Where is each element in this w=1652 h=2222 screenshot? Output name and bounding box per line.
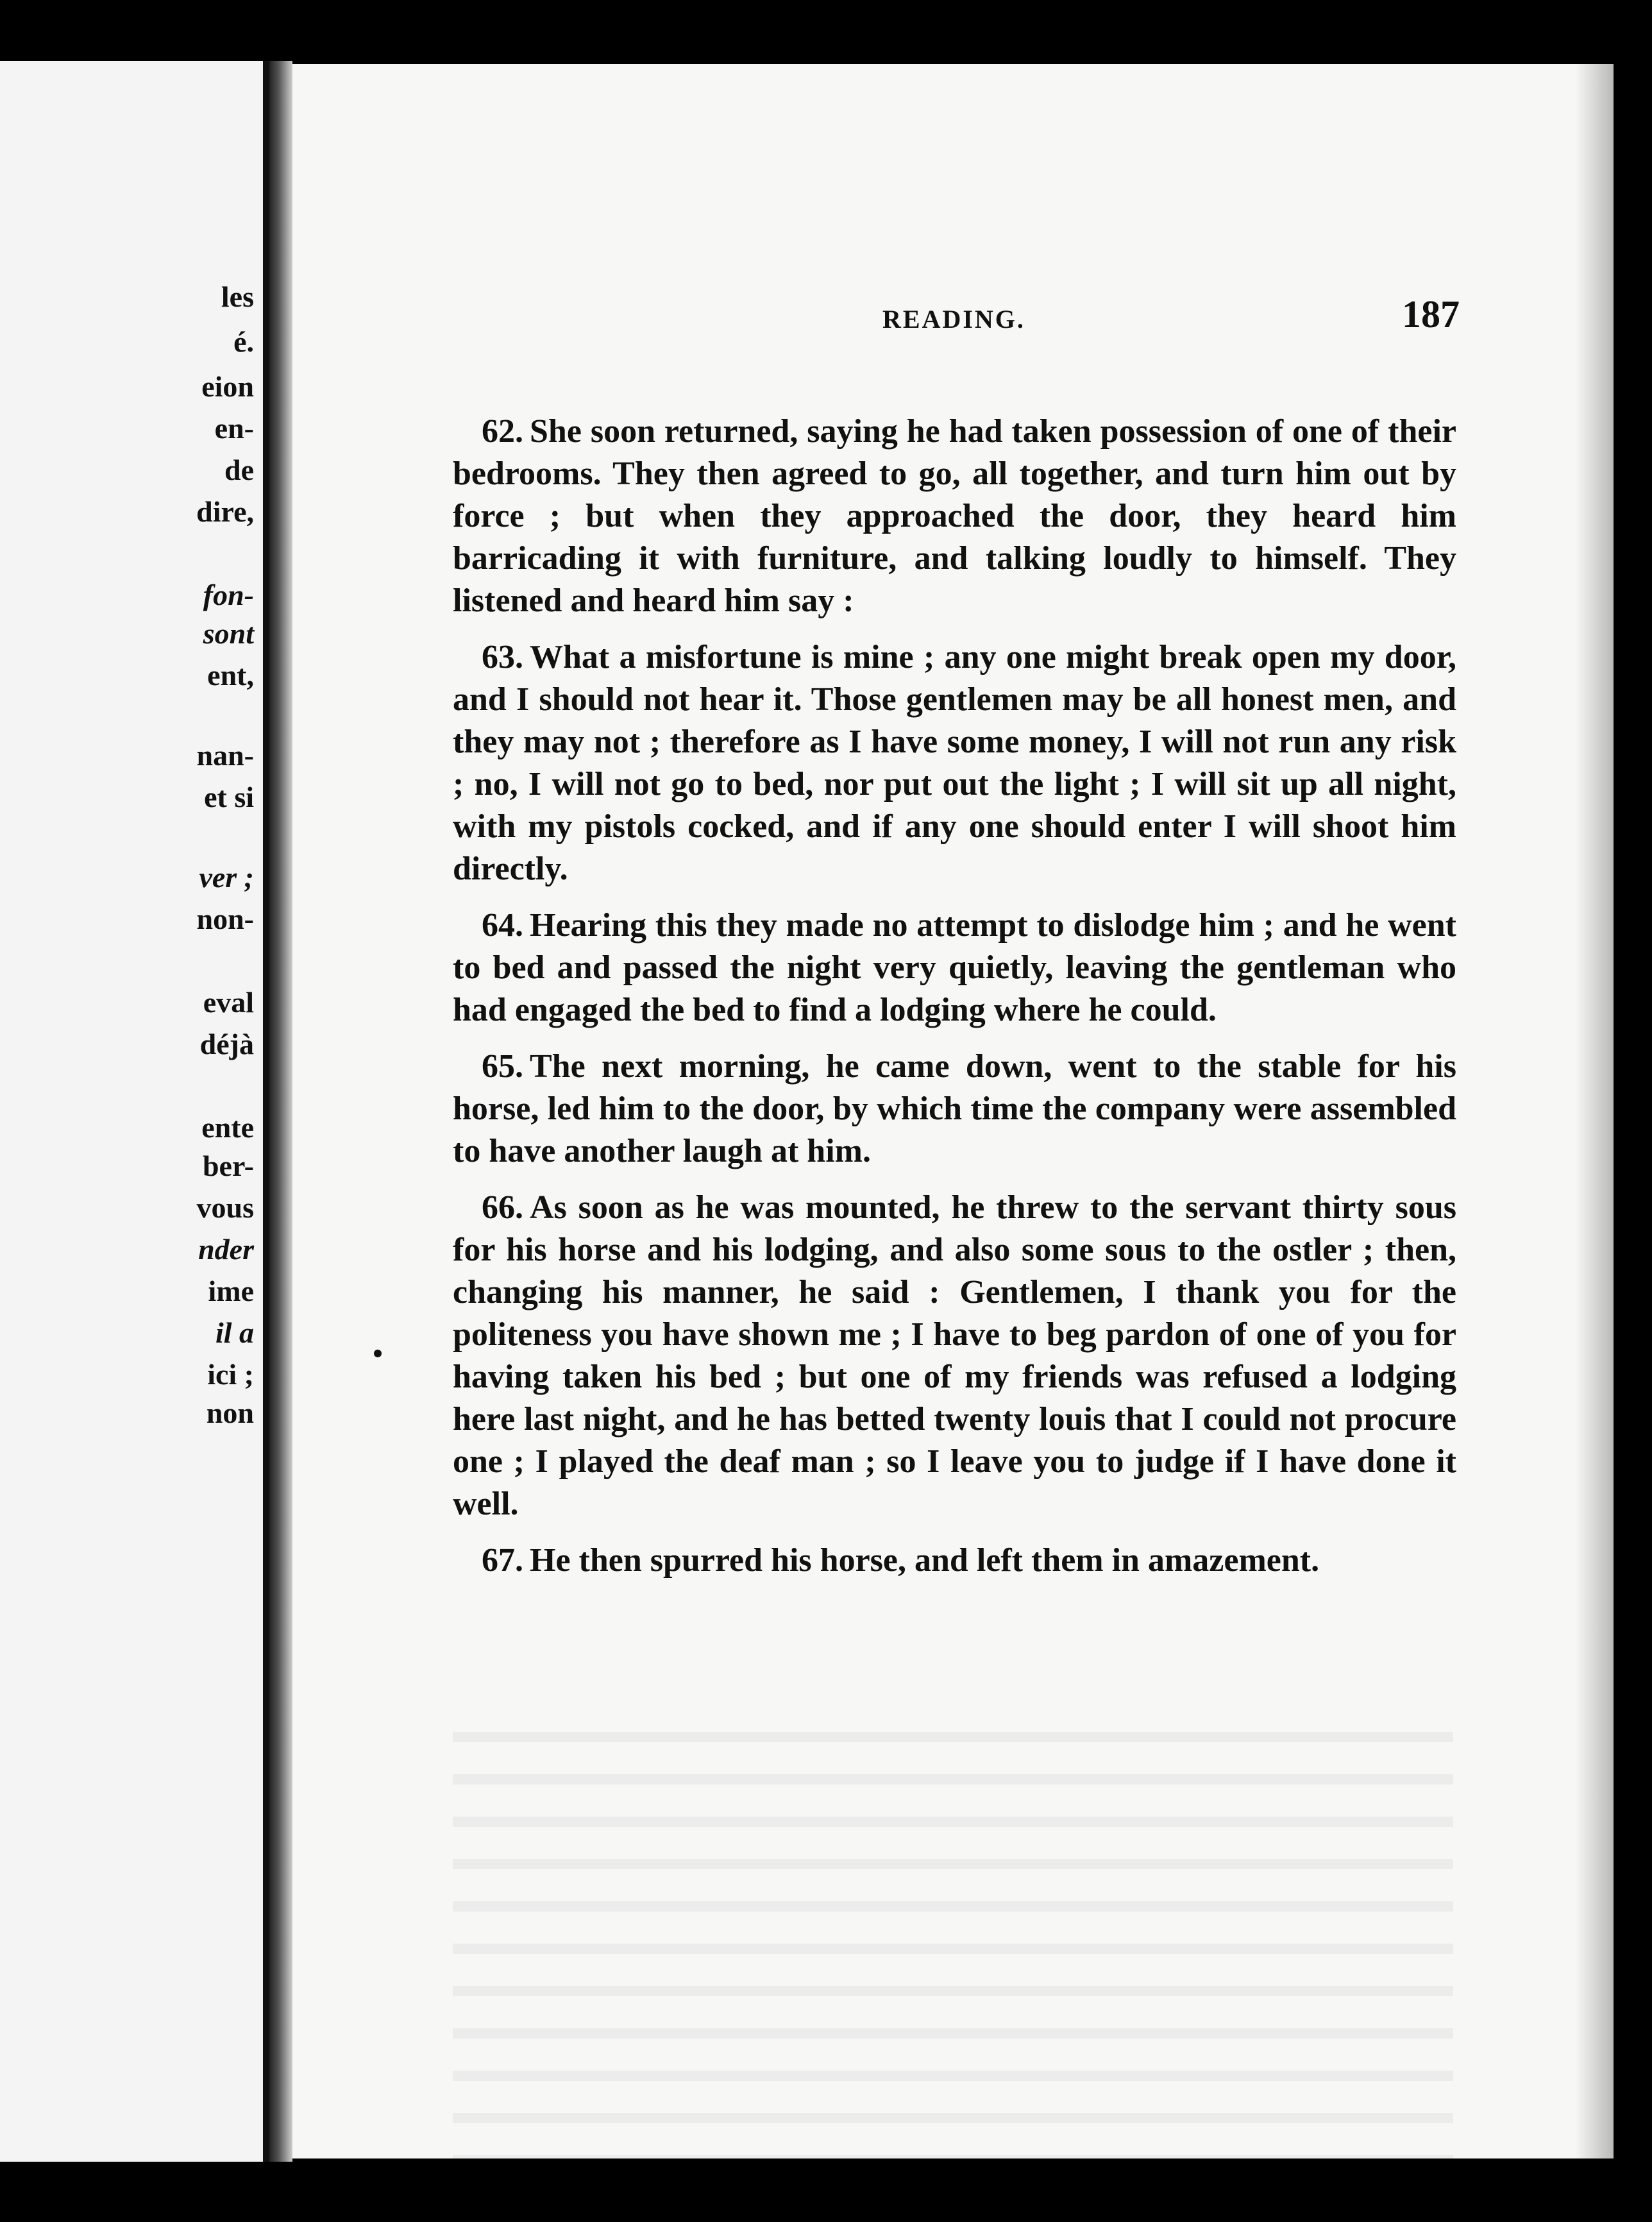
left-page-fragment: et si bbox=[204, 781, 254, 813]
paragraph-text: As soon as he was mounted, he threw to the servant thirty sous for his horse and his lodging, and also some sous to the ostler ; then, changing his manner, he said : Gentlemen, I thank you for the politeness you have shown me ; I have to beg pardon of one of you for having taken his bed ; but one of my friends was refused a lodging here last night, and he has betted twenty louis that I could not procure one ; I played the deaf man ; so I leave you to judge if I have done it well. bbox=[453, 1189, 1456, 1522]
left-page-fragment: non- bbox=[196, 903, 254, 935]
paragraph-text: He then spurred his horse, and left them in amazement. bbox=[530, 1542, 1320, 1579]
paragraph-67 bbox=[453, 1539, 1456, 1582]
left-page-fragment: nan- bbox=[196, 739, 254, 772]
left-page-fragment: les bbox=[221, 280, 254, 313]
left-page-fragment: eval bbox=[203, 986, 254, 1019]
show-through-text bbox=[453, 1706, 1453, 2158]
paragraph-number: 63. bbox=[482, 639, 523, 675]
left-page-fragment: dire, bbox=[196, 495, 254, 528]
body-text bbox=[453, 411, 1456, 1596]
paragraph-64 bbox=[453, 904, 1456, 1031]
left-page-fragment: sont bbox=[203, 617, 254, 650]
left-page-fragment: de bbox=[224, 454, 254, 486]
paragraph-63 bbox=[453, 636, 1456, 890]
left-page-fragment: ent, bbox=[207, 659, 254, 691]
binding-gutter bbox=[269, 61, 292, 2162]
left-page-fragment: en- bbox=[214, 412, 254, 445]
paragraph-text: What a misfortune is mine ; any one might break open my door, and I should not hear it. Those gentlemen may be all honest men, and they may not ; therefore as I have some money, I will not run any risk ; no, I will not go to bed, nor put out the light ; I will sit up all night, with my pistols cocked, and if any one should enter I will shoot him directly. bbox=[453, 639, 1456, 887]
paragraph-number: 66. bbox=[482, 1189, 523, 1226]
left-page-fragment: é. bbox=[233, 325, 254, 358]
paragraph-62 bbox=[453, 411, 1456, 622]
paragraph-text: Hearing this they made no attempt to dislodge him ; and he went to bed and passed the night very quietly, leaving the gentleman who had engaged the bed to find a lodging where he could. bbox=[453, 907, 1456, 1028]
left-page-fragment: il a bbox=[215, 1316, 254, 1349]
page-number: 187 bbox=[1402, 293, 1460, 335]
left-page-fragment: fon- bbox=[203, 579, 254, 611]
paragraph-66 bbox=[453, 1187, 1456, 1525]
paragraph-text: The next morning, he came down, went to the stable for his horse, led him to the door, by which time the company were assembled to have another laugh at him. bbox=[453, 1048, 1456, 1169]
left-page-fragment: eion bbox=[201, 370, 254, 403]
page-edge-shadow bbox=[1575, 64, 1614, 2158]
left-page-fragment: déjà bbox=[199, 1028, 254, 1060]
left-page-fragment: vous bbox=[196, 1191, 254, 1224]
ink-speck bbox=[374, 1350, 382, 1357]
left-page-fragment: ente bbox=[201, 1111, 254, 1144]
paragraph-65 bbox=[453, 1046, 1456, 1173]
left-page-fragment: ime bbox=[208, 1275, 254, 1307]
paragraph-number: 65. bbox=[482, 1048, 523, 1085]
left-page bbox=[0, 61, 269, 2162]
left-page-fragment: non bbox=[206, 1396, 254, 1429]
paragraph-number: 62. bbox=[482, 413, 523, 450]
left-page-fragment: ver ; bbox=[199, 861, 254, 894]
paragraph-number: 67. bbox=[482, 1542, 523, 1579]
paragraph-number: 64. bbox=[482, 907, 523, 944]
paragraph-text: She soon returned, saying he had taken possession of one of their bedrooms. They then agreed to go, all together, and turn him out by force ; but when they approached the door, they heard him barricading it with furniture, and talking loudly to himself. They listened and heard him say : bbox=[453, 413, 1456, 619]
running-head: READING. bbox=[882, 305, 1025, 334]
left-page-fragment: ici ; bbox=[207, 1358, 254, 1391]
left-page-fragment: nder bbox=[198, 1233, 254, 1266]
right-page bbox=[292, 64, 1614, 2158]
left-page-fragment: ber- bbox=[202, 1149, 254, 1182]
